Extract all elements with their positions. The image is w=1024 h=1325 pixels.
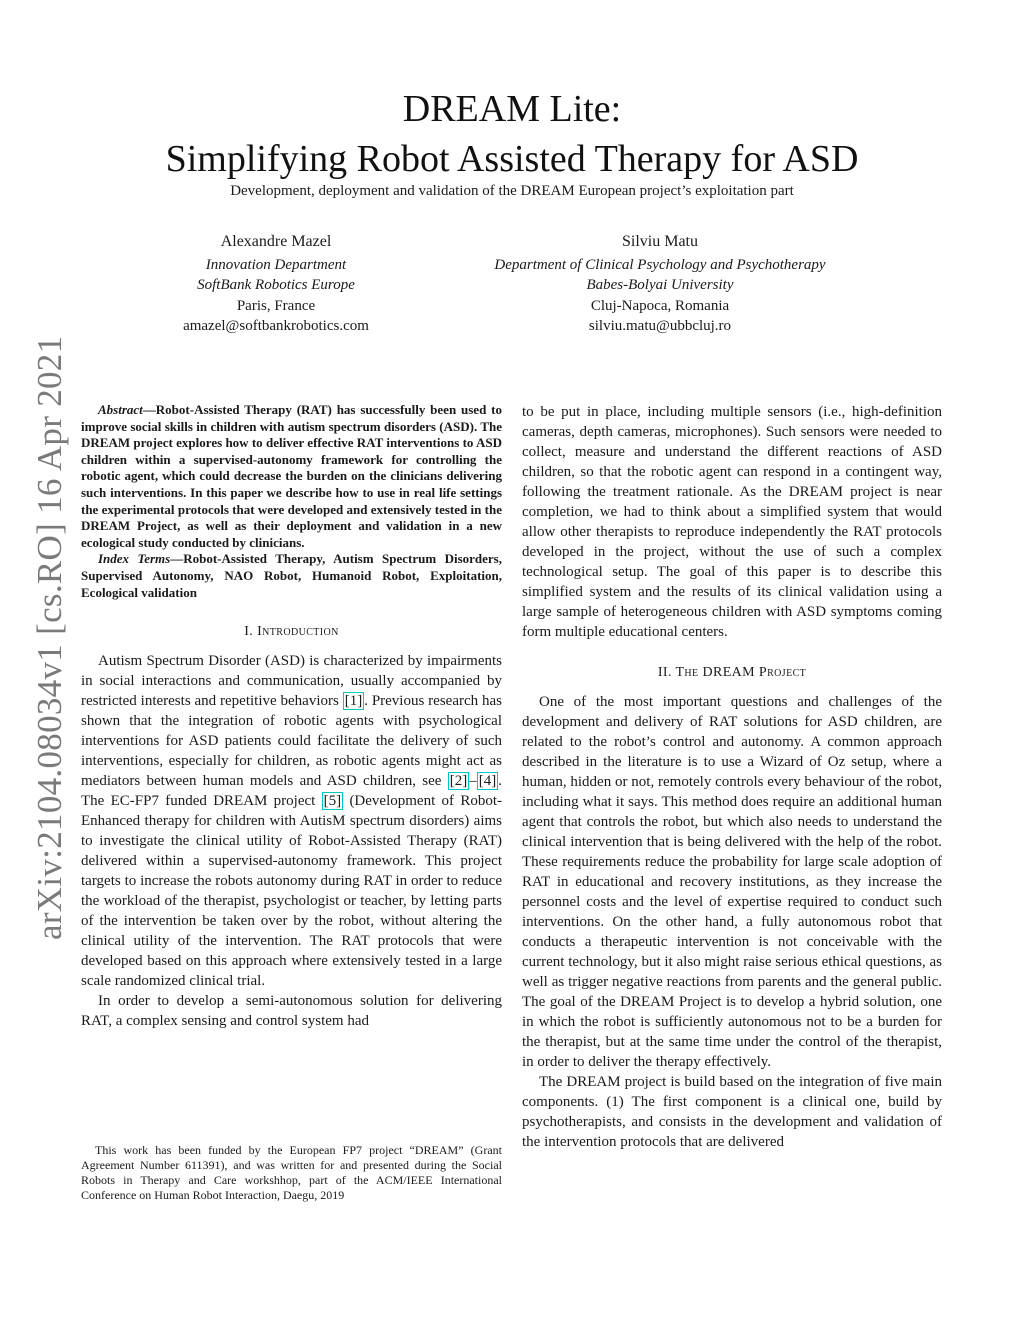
intro-paragraph-2-start: In order to develop a semi-autonomous solution for delivering RAT, a complex sensing and control system had xyxy=(81,993,502,1030)
intro-paragraph-1 xyxy=(81,651,502,991)
intro-paragraph-2-continued: to be put in place, including multiple sensors (i.e., high-definition cameras, depth cameras, microphones). Such sensors were needed to collect, measure and understand the different reactions of ASD children, so that the robotic agent can respond in a contingent way, following the treatment rationale. As the DREAM project is near completion, we had to think about a simplified system that would allow other therapists to reproduce independently the RAT protocols developed in the project, without the use of such a complex technological setup. The goal of this paper is to describe this simplified system and the results of its clinical validation using a large sample of heterogeneous children with ASD symptoms coming form multiple educational centers. xyxy=(522,404,942,640)
author-email: silviu.matu@ubbcluj.ro xyxy=(588,318,732,334)
title-line-1: DREAM Lite: xyxy=(402,88,622,130)
intro-text: – xyxy=(469,773,477,790)
author-name: Silviu Matu xyxy=(621,233,698,250)
funding-footnote: This work has been funded by the European FP7 project “DREAM” (Grant Agreement Number 611391), and was written for and presented during the Social Robots in Therapy and Care workshhop, part of the ACM/IEEE International Conference on Human Robot Interaction, Daegu, 2019 xyxy=(81,1143,502,1202)
dream-paragraph-2: The DREAM project is build based on the integration of five main components. (1) The first component is a clinical one, build by psychotherapists, and consists in the development and validation of the intervention protocols that are delivered xyxy=(522,1074,942,1150)
author-location: Cluj-Napoca, Romania xyxy=(590,297,730,314)
author-department: Department of Clinical Psychology and Psychotherapy xyxy=(494,256,826,273)
citation-link[interactable]: [4] xyxy=(478,773,497,790)
intro-text: (Development of Robot-Enhanced therapy for children with AutisM spectrum disorders) aims to investigate the clinical utility of Robot-Assisted Therapy (RAT) delivered within a supervised-autonomy framework. This project targets to increase the robots autonomy during RAT in order to reduce the workload of the therapist, psychologist or teacher, by letting parts of the intervention be taken over by the robot, without altering the clinical utility of the intervention. The RAT protocols that were developed based on this approach where extensively tested in a large scale randomized clinical trial. xyxy=(81,793,503,990)
section-heading-dream-project: II. The DREAM Project xyxy=(657,665,807,680)
author-organization: SoftBank Robotics Europe xyxy=(197,277,355,293)
index-terms-text: —Robot-Assisted Therapy, Autism Spectrum Disorders, Supervised Autonomy, NAO Robot, Humanoid Robot, Exploitation, Ecological validation xyxy=(81,551,502,600)
citation-link[interactable]: [1] xyxy=(344,693,363,710)
author-organization: Babes-Bolyai University xyxy=(586,277,734,293)
intro-text: Autism Spectrum Disorder (ASD) is characterized by impairments in social interactions and communication, usually accompanied by restricted interests and repetitive behaviors xyxy=(81,653,502,710)
abstract-text: —Robot-Assisted Therapy (RAT) has successfully been used to improve social skills in children with autism spectrum disorders (ASD). The DREAM project explores how to deliver effective RAT interventions to ASD children within a supervised-autonomy framework for controlling the robotic agent, which could decrease the burden on the clinicians delivering such interventions. In this paper we describe how to use in real life settings the experimental protocols that were developed and extensively tested in the DREAM Project, as well as their deployment and validation in a new ecological study conducted by clinicians. xyxy=(81,402,502,550)
index-terms xyxy=(81,551,502,601)
intro-text: . The EC-FP7 funded DREAM project xyxy=(81,773,502,810)
citation-link[interactable]: [2] xyxy=(449,773,468,790)
arxiv-identifier: arXiv:2104.08034v1 [cs.RO] 16 Apr 2021 xyxy=(30,335,69,940)
author-email: amazel@softbankrobotics.com xyxy=(183,318,369,334)
abstract xyxy=(81,402,502,551)
dream-paragraph-1: One of the most important questions and challenges of the development and delivery of RAT solutions for ASD children, are related to the robot’s control and autonomy. A common approach described in the literature is to use a Wizard of Oz setup, where a human, hidden or not, remotely controls every behaviour of the robot, including what it says. This method does require an additional human agent that controls the robot, but which also needs to understand the clinical intervention that is being delivered with the help of the robot. These requirements reduce the probability for large scale adoption of RAT in educational and recovery institutions, as they increase the personnel costs and the level of expertise required to conduct such interventions. On the other hand, a fully autonomous robot that conducts a therapeutic intervention is not conceivable with the current technology, but it also might raise serious ethical questions, as well as trigger negative reactions from parents and the general public. The goal of the DREAM Project is to develop a hybrid solution, one in which the robot is sufficiently autonomous not to be a burden for the therapist, but at the same time under the control of the therapist, in order to deliver the therapy effectively. xyxy=(522,694,942,1070)
intro-text: . Previous research has shown that the integration of robotic agents with psychological interventions for ASD patients could facilitate the delivery of such interventions, especially for children, as robotic agents might act as mediators between human models and ASD children, see xyxy=(81,693,502,790)
title-line-2: Simplifying Robot Assisted Therapy for ASD xyxy=(165,138,859,180)
abstract-label: Abstract xyxy=(98,402,143,417)
index-terms-label: Index Terms xyxy=(98,551,171,567)
paper-subtitle: Development, deployment and validation of the DREAM European project’s exploitation part xyxy=(230,183,794,199)
citation-link[interactable]: [5] xyxy=(323,793,342,810)
author-block-2 xyxy=(440,232,880,337)
author-location: Paris, France xyxy=(236,297,316,314)
author-name: Alexandre Mazel xyxy=(220,233,332,250)
section-heading-introduction: I. Introduction xyxy=(244,624,339,640)
author-department: Innovation Department xyxy=(205,256,347,273)
right-column xyxy=(522,402,942,1152)
author-block-1 xyxy=(150,232,402,337)
left-column xyxy=(81,402,502,1031)
paper-title xyxy=(60,84,964,184)
